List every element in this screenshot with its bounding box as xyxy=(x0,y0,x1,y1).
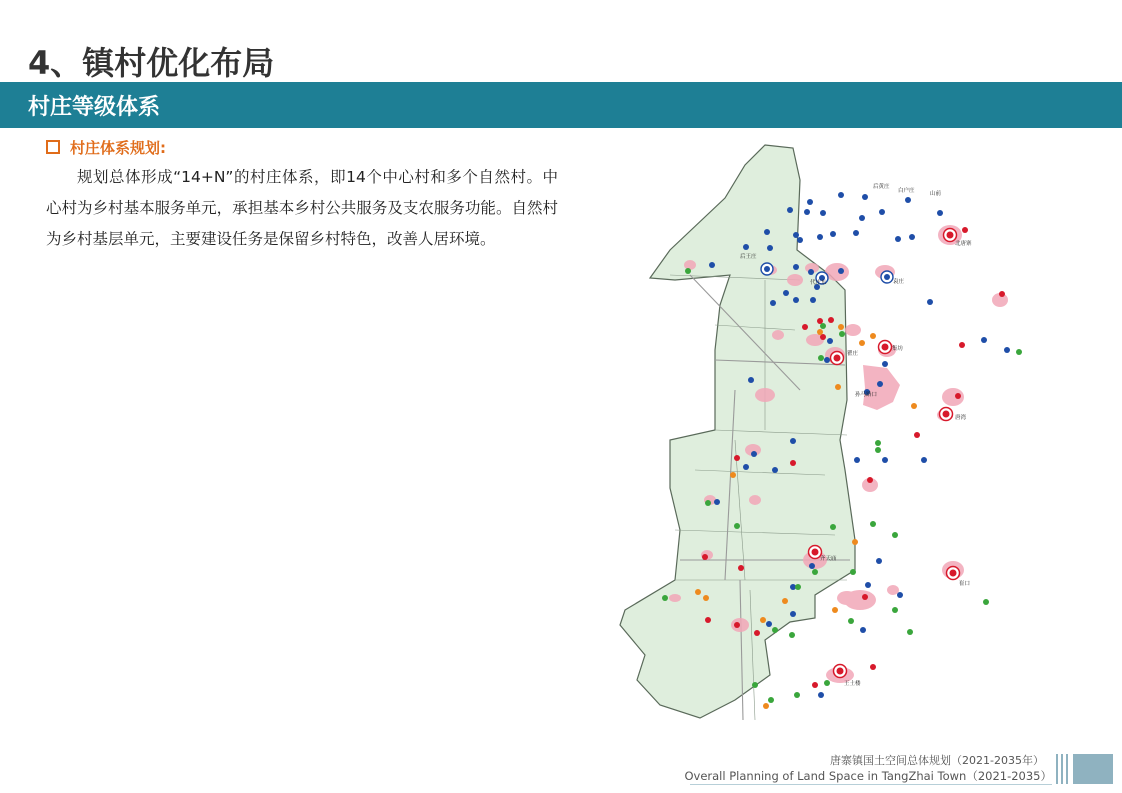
town-center-area xyxy=(863,365,900,410)
subsection-heading xyxy=(46,137,166,158)
village-label: 齐天庙 xyxy=(820,556,837,562)
village-label: 山前 xyxy=(930,191,942,197)
town-boundary xyxy=(620,145,855,718)
body-paragraph: 规划总体形成“14+N”的村庄体系，即14个中心村和多个自然村。中心村为乡村基本服务单元，承担基本乡村公共服务及支农服务功能。自然村为乡村基层单元，主要建设任务是保留乡村特色，改善人居环境。 xyxy=(46,168,558,248)
village-label: 瞿庄 xyxy=(847,351,859,357)
village-label: 后黄庄 xyxy=(873,184,890,190)
footer-block xyxy=(1073,754,1113,784)
center-village-blue-marker xyxy=(761,263,773,275)
village-label: 白户庄 xyxy=(898,188,915,194)
center-village-marker xyxy=(879,341,892,354)
section-banner xyxy=(0,82,1122,128)
center-village-marker xyxy=(944,229,957,242)
village-label: 集坊 xyxy=(892,346,904,352)
page-title: 4、镇村优化布局 xyxy=(28,44,275,82)
village-label: 代庄东 xyxy=(810,280,827,286)
footer-title-en: Overall Planning of Land Space in TangZhai Town（2021-2035） xyxy=(684,769,1052,783)
subsection-heading-text: 村庄体系规划: xyxy=(70,139,166,157)
center-village-marker xyxy=(831,352,844,365)
village-label: 北唐寨 xyxy=(955,241,972,247)
footer-stripe xyxy=(1056,754,1058,784)
square-bullet-icon xyxy=(46,140,60,154)
section-title: 村庄等级体系 xyxy=(28,95,161,120)
village-label: 王土楼 xyxy=(844,681,861,687)
village-system-map xyxy=(615,140,1065,725)
village-label: 袁庄 xyxy=(893,279,905,285)
village-label: 崔口 xyxy=(959,581,971,587)
center-village-marker xyxy=(834,665,847,678)
footer-stripe xyxy=(1066,754,1068,784)
footer-divider xyxy=(690,784,1052,785)
village-label: 唐湾 xyxy=(955,415,967,421)
center-village-blue-marker xyxy=(881,271,893,283)
center-village-marker xyxy=(947,567,960,580)
village-label: 后王庄 xyxy=(740,254,757,260)
footer-stripe xyxy=(1061,754,1063,784)
center-village-marker xyxy=(940,408,953,421)
village-label: 孙马路口 xyxy=(855,392,878,398)
footer-title-cn: 唐寨镇国土空间总体规划（2021-2035年） xyxy=(830,754,1044,767)
